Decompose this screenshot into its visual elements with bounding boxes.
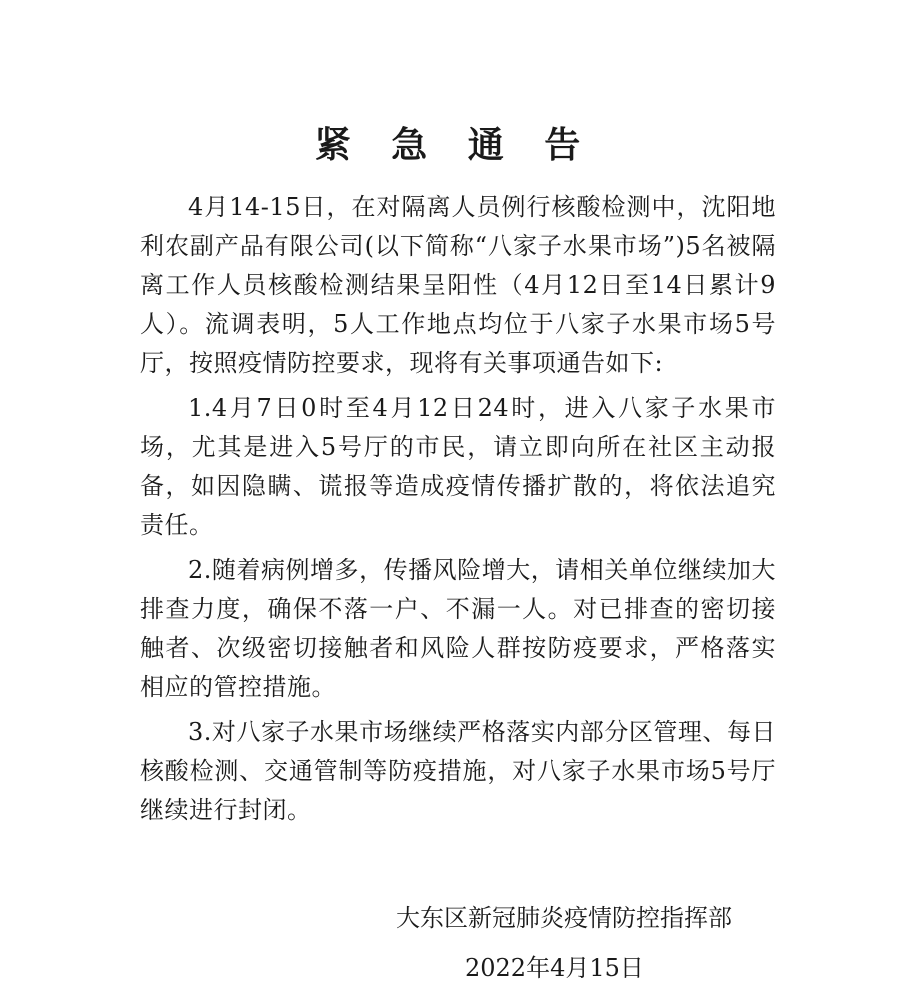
notice-title: 紧 急 通 告 <box>314 125 595 166</box>
item-2-paragraph: 2.随着病例增多，传播风险增大，请相关单位继续加大排查力度，确保不落一户、不漏一人。对已排查的密切接触者、次级密切接触者和风险人群按防疫要求，严格落实相应的管控措施。 <box>140 556 776 701</box>
intro-paragraph: 4月14-15日，在对隔离人员例行核酸检测中，沈阳地利农副产品有限公司(以下简称“八家子水果市场”)5名被隔离工作人员核酸检测结果呈阳性（4月12日至14日累计9人）。流调表明，5人工作地点均位于八家子水果市场5号厅，按照疫情防控要求，现将有关事项通告如下: <box>140 193 776 377</box>
item-3-paragraph: 3.对八家子水果市场继续严格落实内部分区管理、每日核酸检测、交通管制等防疫措施，对八家子水果市场5号厅继续进行封闭。 <box>140 718 776 824</box>
notice-body <box>140 188 776 830</box>
signature-organization: 大东区新冠肺炎疫情防控指挥部 <box>396 904 732 932</box>
signature-date: 2022年4月15日 <box>465 954 644 982</box>
item-1-paragraph: 1.4月7日0时至4月12日24时，进入八家子水果市场，尤其是进入5号厅的市民，请立即向所在社区主动报备，如因隐瞒、谎报等造成疫情传播扩散的，将依法追究责任。 <box>140 394 776 539</box>
